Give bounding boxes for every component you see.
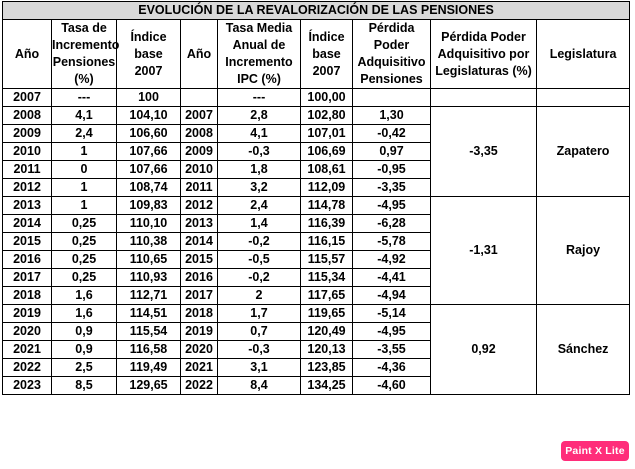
table-cell: 114,78 <box>301 197 353 215</box>
table-cell: -4,60 <box>353 377 431 395</box>
table-cell: 110,38 <box>117 233 181 251</box>
table-cell: 1 <box>52 143 117 161</box>
table-cell: 104,10 <box>117 107 181 125</box>
header-ipc-rate: Tasa Media Anual de Incremento IPC (%) <box>218 20 301 89</box>
table-cell: -0,95 <box>353 161 431 179</box>
header-loss-legislature: Pérdida Poder Adquisitivo por Legislaturas (%) <box>431 20 537 89</box>
table-cell: 2021 <box>3 341 52 359</box>
table-cell: --- <box>218 89 301 107</box>
legislature-loss: -3,35 <box>431 107 537 197</box>
table-cell: 2017 <box>3 269 52 287</box>
table-cell: 106,69 <box>301 143 353 161</box>
header-ipc-year: Año <box>181 20 218 89</box>
table-cell: -3,35 <box>353 179 431 197</box>
table-cell: 0,7 <box>218 323 301 341</box>
table-cell: 0,97 <box>353 143 431 161</box>
header-ipc-index: Índice base 2007 <box>301 20 353 89</box>
table-cell: 2023 <box>3 377 52 395</box>
table-cell: 3,2 <box>218 179 301 197</box>
header-pension-rate: Tasa de Incremento Pensiones (%) <box>52 20 117 89</box>
table-cell: 109,83 <box>117 197 181 215</box>
table-cell: 2007 <box>3 89 52 107</box>
table-cell: 8,4 <box>218 377 301 395</box>
table-cell: -4,95 <box>353 197 431 215</box>
table-cell: 2010 <box>3 143 52 161</box>
table-cell: -3,55 <box>353 341 431 359</box>
paint-x-lite-watermark: Paint X Lite <box>561 441 629 461</box>
table-cell: 107,01 <box>301 125 353 143</box>
table-cell: 2014 <box>181 233 218 251</box>
table-cell: 8,5 <box>52 377 117 395</box>
table-cell: 1,6 <box>52 287 117 305</box>
table-cell: 2013 <box>181 215 218 233</box>
table-cell: 116,39 <box>301 215 353 233</box>
table-cell: 1,6 <box>52 305 117 323</box>
table-cell: 2014 <box>3 215 52 233</box>
table-cell: --- <box>52 89 117 107</box>
table-cell: 119,65 <box>301 305 353 323</box>
table-cell: 100,00 <box>301 89 353 107</box>
table-cell: -4,36 <box>353 359 431 377</box>
empty-cell <box>537 89 630 107</box>
table-cell <box>181 89 218 107</box>
table-cell: 116,58 <box>117 341 181 359</box>
header-pension-index: Índice base 2007 <box>117 20 181 89</box>
table-cell: 2008 <box>181 125 218 143</box>
table-cell: 2019 <box>181 323 218 341</box>
table-cell: 110,65 <box>117 251 181 269</box>
table-cell: 120,49 <box>301 323 353 341</box>
table-cell: -6,28 <box>353 215 431 233</box>
table-cell: 2,4 <box>218 197 301 215</box>
table-cell: 102,80 <box>301 107 353 125</box>
table-cell: 108,61 <box>301 161 353 179</box>
table-cell: 0,25 <box>52 233 117 251</box>
table-row <box>3 89 630 107</box>
table-cell: 2012 <box>3 179 52 197</box>
table-cell: 112,71 <box>117 287 181 305</box>
table-cell: 114,51 <box>117 305 181 323</box>
header-year: Año <box>3 20 52 89</box>
table-cell: 106,60 <box>117 125 181 143</box>
table-cell: 120,13 <box>301 341 353 359</box>
table-cell: -0,2 <box>218 233 301 251</box>
table-cell: -0,2 <box>218 269 301 287</box>
table-cell: 115,34 <box>301 269 353 287</box>
table-cell: -0,3 <box>218 143 301 161</box>
table-cell: 134,25 <box>301 377 353 395</box>
table-title: EVOLUCIÓN DE LA REVALORIZACIÓN DE LAS PENSIONES <box>3 2 630 20</box>
table-cell: -5,78 <box>353 233 431 251</box>
table-cell: -5,14 <box>353 305 431 323</box>
table-cell: -4,95 <box>353 323 431 341</box>
table-cell: 1,30 <box>353 107 431 125</box>
table-cell: 1,4 <box>218 215 301 233</box>
table-cell: 2 <box>218 287 301 305</box>
table-cell: 2,4 <box>52 125 117 143</box>
table-cell: 2,8 <box>218 107 301 125</box>
table-cell: 2009 <box>181 143 218 161</box>
header-legislature: Legislatura <box>537 20 630 89</box>
table-cell: 2020 <box>181 341 218 359</box>
table-cell: 119,49 <box>117 359 181 377</box>
table-cell: 115,54 <box>117 323 181 341</box>
table-cell: 0,25 <box>52 269 117 287</box>
table-cell: 2015 <box>181 251 218 269</box>
table-cell: 2012 <box>181 197 218 215</box>
table-cell: 2009 <box>3 125 52 143</box>
table-cell: 2017 <box>181 287 218 305</box>
table-cell: 129,65 <box>117 377 181 395</box>
legislature-loss: 0,92 <box>431 305 537 395</box>
table-cell: 2019 <box>3 305 52 323</box>
table-cell: 2011 <box>181 179 218 197</box>
table-cell: 0,9 <box>52 323 117 341</box>
table-cell: 2011 <box>3 161 52 179</box>
table-cell <box>353 89 431 107</box>
table-cell: 0 <box>52 161 117 179</box>
empty-cell <box>431 89 537 107</box>
table-cell: 117,65 <box>301 287 353 305</box>
table-cell: 2022 <box>181 377 218 395</box>
table-cell: -0,5 <box>218 251 301 269</box>
table-cell: -4,41 <box>353 269 431 287</box>
table-cell: 1,7 <box>218 305 301 323</box>
header-row <box>3 20 630 89</box>
table-row <box>3 107 630 125</box>
table-cell: 2007 <box>181 107 218 125</box>
table-row <box>3 305 630 323</box>
table-cell: 1 <box>52 197 117 215</box>
table-cell: 4,1 <box>52 107 117 125</box>
table-cell: 3,1 <box>218 359 301 377</box>
legislature-name: Zapatero <box>537 107 630 197</box>
table-row <box>3 197 630 215</box>
table-cell: 115,57 <box>301 251 353 269</box>
table-cell: 2020 <box>3 323 52 341</box>
table-cell: 107,66 <box>117 143 181 161</box>
table-cell: 4,1 <box>218 125 301 143</box>
table-cell: 2013 <box>3 197 52 215</box>
table-cell: 110,93 <box>117 269 181 287</box>
table-cell: 112,09 <box>301 179 353 197</box>
table-cell: 116,15 <box>301 233 353 251</box>
table-cell: -0,42 <box>353 125 431 143</box>
legislature-loss: -1,31 <box>431 197 537 305</box>
table-cell: 0,9 <box>52 341 117 359</box>
table-cell: 2015 <box>3 233 52 251</box>
table-cell: 1 <box>52 179 117 197</box>
table-cell: 100 <box>117 89 181 107</box>
table-cell: 0,25 <box>52 251 117 269</box>
table-cell: 2008 <box>3 107 52 125</box>
table-cell: 2022 <box>3 359 52 377</box>
table-cell: 2016 <box>181 269 218 287</box>
pensions-table <box>2 1 630 395</box>
table-cell: 2,5 <box>52 359 117 377</box>
table-cell: 123,85 <box>301 359 353 377</box>
table-cell: 2018 <box>3 287 52 305</box>
table-cell: 2016 <box>3 251 52 269</box>
legislature-name: Sánchez <box>537 305 630 395</box>
table-cell: 107,66 <box>117 161 181 179</box>
table-cell: 1,8 <box>218 161 301 179</box>
table-cell: 2021 <box>181 359 218 377</box>
legislature-name: Rajoy <box>537 197 630 305</box>
table-cell: 0,25 <box>52 215 117 233</box>
table-cell: 2010 <box>181 161 218 179</box>
table-cell: -4,94 <box>353 287 431 305</box>
table-cell: -4,92 <box>353 251 431 269</box>
table-cell: 110,10 <box>117 215 181 233</box>
table-cell: 108,74 <box>117 179 181 197</box>
table-cell: 2018 <box>181 305 218 323</box>
header-loss: Pérdida Poder Adquisitivo Pensiones <box>353 20 431 89</box>
table-cell: -0,3 <box>218 341 301 359</box>
